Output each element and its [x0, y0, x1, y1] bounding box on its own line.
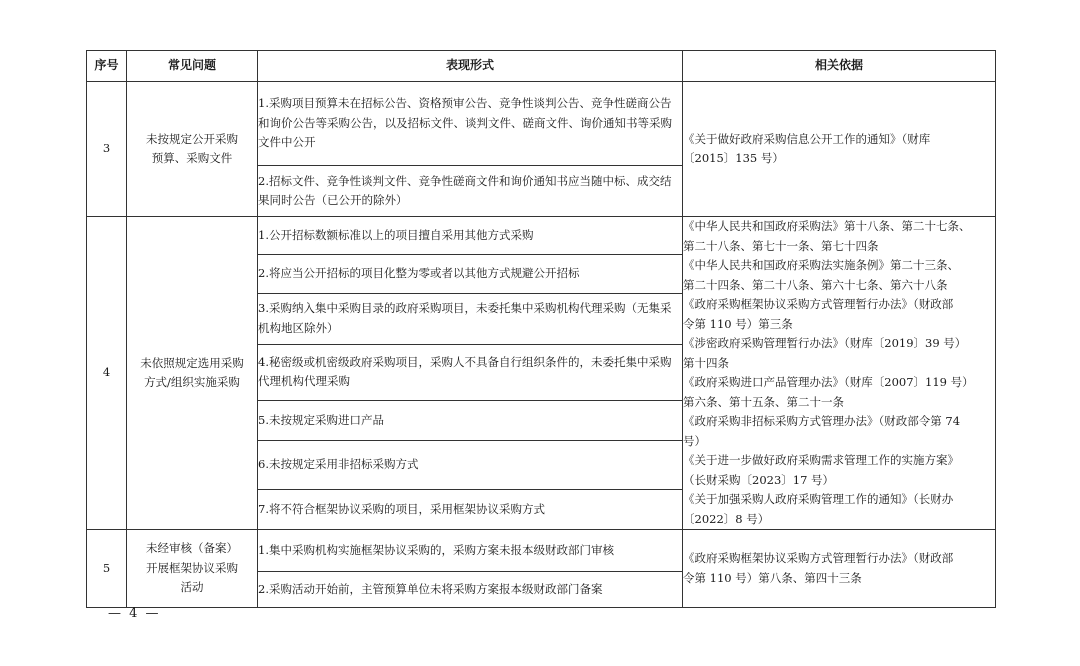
seq-cell: [87, 217, 127, 530]
form-cell: 6.未按规定采用非招标采购方式: [258, 441, 683, 489]
form-cell: 2.采购活动开始前，主管预算单位未将采购方案报本级财政部门备案: [258, 572, 683, 608]
seq-cell: [87, 82, 127, 217]
table-row: [87, 530, 996, 572]
basis-cell: [683, 530, 996, 608]
basis-line: 令第 110 号）第三条: [683, 316, 793, 331]
issue-line: 活动: [180, 580, 204, 595]
basis-line: 令第 110 号）第八条、第四十三条: [683, 570, 862, 585]
form-cell: 5.未按规定采购进口产品: [258, 400, 683, 440]
form-cell: 1.采购项目预算未在招标公告、资格预审公告、竞争性谈判公告、竞争性磋商公告和询价公告等采购公告，以及招标文件、谈判文件、磋商文件、询价通知书等采购文件中公开: [258, 82, 683, 166]
header-issue: 常见问题: [127, 51, 258, 82]
procurement-issues-table: [86, 50, 996, 608]
basis-line: 《政府采购框架协议采购方式管理暂行办法》（财政部: [683, 297, 954, 311]
form-cell: 1.集中采购机构实施框架协议采购的，采购方案未报本级财政部门审核: [258, 530, 683, 572]
table-row: [87, 82, 996, 166]
form-cell: 7.将不符合框架协议采购的项目，采用框架协议采购方式: [258, 489, 683, 529]
issue-cell: [127, 217, 258, 530]
basis-line: 《政府采购非招标采购方式管理办法》（财政部令第 74: [683, 414, 961, 428]
basis-line: 第六条、第十五条、第二十一条: [683, 394, 844, 409]
header-seq: 序号: [87, 51, 127, 82]
form-cell: 3.采购纳入集中采购目录的政府采购项目，未委托集中采购机构代理采购（无集采机构地区除外）: [258, 293, 683, 344]
table-row: [87, 217, 996, 255]
issue-cell: [127, 82, 258, 217]
basis-line: 《中华人民共和国政府采购法》第十八条、第二十七条、: [683, 219, 971, 233]
basis-line: 第十四条: [683, 355, 729, 370]
issue-line: 预算、采购文件: [151, 151, 233, 165]
basis-line: 《中华人民共和国政府采购法实施条例》第二十三条、: [683, 258, 959, 272]
basis-line: 《政府采购进口产品管理办法》（财库〔2007〕119 号）: [683, 375, 974, 389]
form-cell: 2.将应当公开招标的项目化整为零或者以其他方式规避公开招标: [258, 255, 683, 293]
basis-line: 《关于加强采购人政府采购管理工作的通知》（长财办: [683, 492, 954, 506]
seq-number: 5: [102, 560, 111, 575]
page-number: — 4 —: [108, 606, 161, 621]
issue-line: 开展框架协议采购: [146, 560, 238, 575]
basis-cell: [683, 82, 996, 217]
issue-line: 未经审核（备案）: [146, 541, 238, 556]
basis-line: 〔2022〕8 号）: [683, 511, 770, 526]
issue-line: 未按规定公开采购: [146, 131, 238, 146]
form-cell: 4.秘密级或机密级政府采购项目，采购人不具备自行组织条件的，未委托集中采购代理机构代理采购: [258, 345, 683, 401]
seq-cell: [87, 530, 127, 608]
seq-number: 3: [102, 141, 111, 156]
basis-line: 《关于做好政府采购信息公开工作的通知》（财库: [683, 131, 931, 146]
basis-cell: [683, 217, 996, 530]
issue-cell: [127, 530, 258, 608]
issue-line: 未依照规定选用采购: [140, 355, 244, 370]
header-basis: 相关依据: [683, 51, 996, 82]
basis-line: 《涉密政府采购管理暂行办法》（财库〔2019〕39 号）: [683, 336, 967, 350]
header-form: 表现形式: [258, 51, 683, 82]
basis-line: 《政府采购框架协议采购方式管理暂行办法》（财政部: [683, 551, 954, 565]
basis-line: 第二十四条、第二十八条、第六十七条、第六十八条: [683, 277, 948, 292]
basis-line: 第二十八条、第七十一条、第七十四条: [683, 238, 879, 253]
issue-line: 方式/组织实施采购: [144, 375, 240, 389]
basis-line: 〔2015〕135 号）: [683, 151, 784, 165]
basis-line: （长财采购〔2023〕17 号）: [683, 472, 835, 487]
seq-number: 4: [102, 365, 111, 380]
form-cell: 2.招标文件、竞争性谈判文件、竞争性磋商文件和询价通知书应当随中标、成交结果同时公告（已公开的除外）: [258, 166, 683, 217]
basis-line: 号）: [683, 433, 706, 448]
header-row: [87, 51, 996, 82]
basis-line: 《关于进一步做好政府采购需求管理工作的实施方案》: [683, 453, 959, 467]
form-cell: 1.公开招标数额标准以上的项目擅自采用其他方式采购: [258, 217, 683, 255]
